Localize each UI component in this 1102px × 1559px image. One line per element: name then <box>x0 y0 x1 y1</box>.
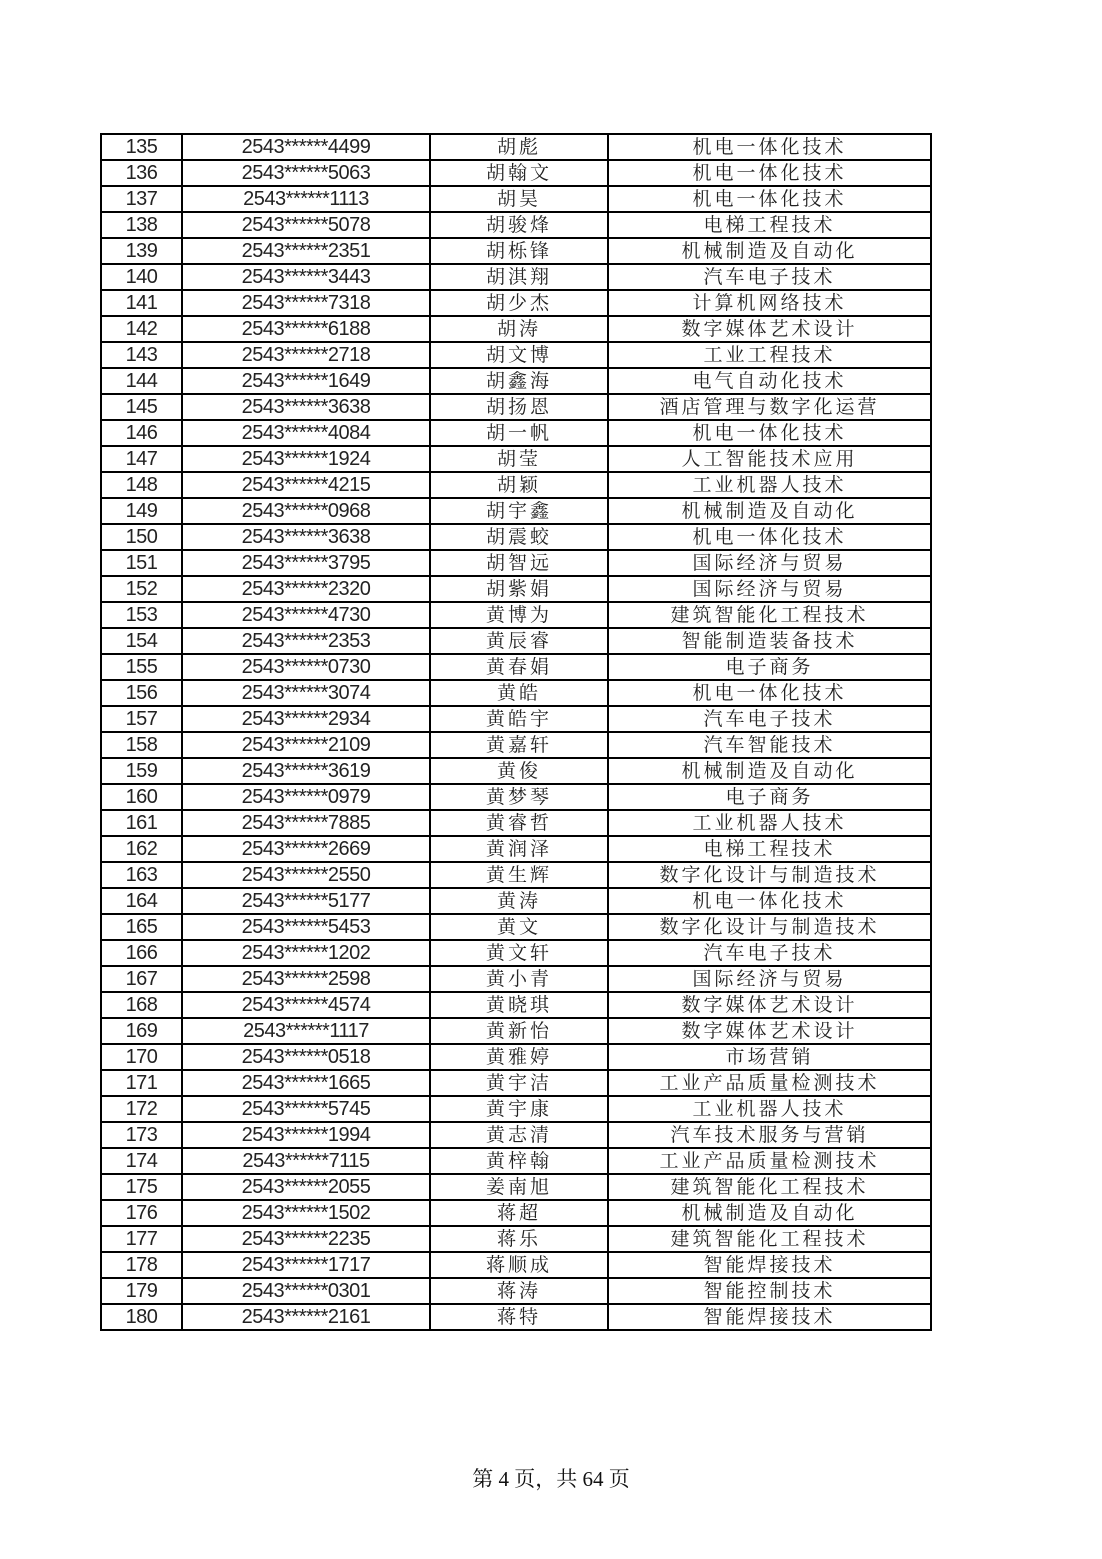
major-name: 汽车电子技术 <box>608 264 931 290</box>
major-name: 机电一体化技术 <box>608 160 931 186</box>
student-id: 2543******7885 <box>182 810 430 836</box>
row-number: 175 <box>101 1174 182 1200</box>
table-row <box>101 602 931 628</box>
student-name: 黄梓翰 <box>430 1148 608 1174</box>
row-number: 168 <box>101 992 182 1018</box>
student-id: 2543******1924 <box>182 446 430 472</box>
row-number: 139 <box>101 238 182 264</box>
student-name: 胡翰文 <box>430 160 608 186</box>
student-name: 黄文轩 <box>430 940 608 966</box>
row-number: 163 <box>101 862 182 888</box>
major-name: 工业机器人技术 <box>608 810 931 836</box>
student-name: 黄新怡 <box>430 1018 608 1044</box>
row-number: 149 <box>101 498 182 524</box>
student-name: 胡鑫海 <box>430 368 608 394</box>
table-row <box>101 1304 931 1330</box>
major-name: 电子商务 <box>608 654 931 680</box>
major-name: 市场营销 <box>608 1044 931 1070</box>
student-name: 黄雅婷 <box>430 1044 608 1070</box>
student-name: 黄小青 <box>430 966 608 992</box>
row-number: 176 <box>101 1200 182 1226</box>
row-number: 179 <box>101 1278 182 1304</box>
row-number: 173 <box>101 1122 182 1148</box>
table-row <box>101 498 931 524</box>
student-id: 2543******4084 <box>182 420 430 446</box>
row-number: 161 <box>101 810 182 836</box>
student-name: 蒋顺成 <box>430 1252 608 1278</box>
major-name: 机械制造及自动化 <box>608 498 931 524</box>
table-row <box>101 914 931 940</box>
table-row <box>101 524 931 550</box>
student-name: 胡扬恩 <box>430 394 608 420</box>
row-number: 142 <box>101 316 182 342</box>
table-row <box>101 628 931 654</box>
major-name: 机电一体化技术 <box>608 134 931 160</box>
table-row <box>101 1226 931 1252</box>
table-row <box>101 446 931 472</box>
major-name: 电梯工程技术 <box>608 212 931 238</box>
row-number: 152 <box>101 576 182 602</box>
student-name: 黄睿哲 <box>430 810 608 836</box>
row-number: 165 <box>101 914 182 940</box>
table-row <box>101 1044 931 1070</box>
major-name: 机械制造及自动化 <box>608 1200 931 1226</box>
row-number: 166 <box>101 940 182 966</box>
major-name: 数字化设计与制造技术 <box>608 862 931 888</box>
row-number: 162 <box>101 836 182 862</box>
table-row <box>101 888 931 914</box>
table-row <box>101 134 931 160</box>
student-name: 胡栎锋 <box>430 238 608 264</box>
student-id: 2543******4574 <box>182 992 430 1018</box>
row-number: 155 <box>101 654 182 680</box>
row-number: 171 <box>101 1070 182 1096</box>
row-number: 160 <box>101 784 182 810</box>
student-name: 胡彪 <box>430 134 608 160</box>
student-name: 蒋特 <box>430 1304 608 1330</box>
table-row <box>101 342 931 368</box>
major-name: 建筑智能化工程技术 <box>608 1226 931 1252</box>
row-number: 158 <box>101 732 182 758</box>
student-name: 黄涛 <box>430 888 608 914</box>
student-id: 2543******4730 <box>182 602 430 628</box>
major-name: 机电一体化技术 <box>608 888 931 914</box>
student-id: 2543******1502 <box>182 1200 430 1226</box>
table-row <box>101 1096 931 1122</box>
student-id: 2543******1202 <box>182 940 430 966</box>
row-number: 177 <box>101 1226 182 1252</box>
roster-body <box>101 134 931 1330</box>
row-number: 148 <box>101 472 182 498</box>
student-id: 2543******2351 <box>182 238 430 264</box>
student-name: 蒋涛 <box>430 1278 608 1304</box>
table-row <box>101 862 931 888</box>
table-row <box>101 810 931 836</box>
major-name: 汽车智能技术 <box>608 732 931 758</box>
student-name: 胡颖 <box>430 472 608 498</box>
major-name: 工业产品质量检测技术 <box>608 1148 931 1174</box>
major-name: 数字化设计与制造技术 <box>608 914 931 940</box>
student-name: 胡涛 <box>430 316 608 342</box>
student-name: 黄皓宇 <box>430 706 608 732</box>
student-roster-table <box>100 133 932 1331</box>
row-number: 140 <box>101 264 182 290</box>
student-name: 黄生辉 <box>430 862 608 888</box>
row-number: 169 <box>101 1018 182 1044</box>
major-name: 国际经济与贸易 <box>608 550 931 576</box>
row-number: 172 <box>101 1096 182 1122</box>
major-name: 酒店管理与数字化运营 <box>608 394 931 420</box>
row-number: 167 <box>101 966 182 992</box>
student-name: 胡紫娟 <box>430 576 608 602</box>
major-name: 机械制造及自动化 <box>608 238 931 264</box>
student-id: 2543******1994 <box>182 1122 430 1148</box>
row-number: 150 <box>101 524 182 550</box>
student-name: 姜南旭 <box>430 1174 608 1200</box>
student-id: 2543******3638 <box>182 524 430 550</box>
major-name: 汽车技术服务与营销 <box>608 1122 931 1148</box>
table-row <box>101 420 931 446</box>
row-number: 178 <box>101 1252 182 1278</box>
student-name: 黄博为 <box>430 602 608 628</box>
table-row <box>101 732 931 758</box>
table-row <box>101 368 931 394</box>
student-name: 胡宇鑫 <box>430 498 608 524</box>
table-row <box>101 836 931 862</box>
student-id: 2543******2718 <box>182 342 430 368</box>
row-number: 164 <box>101 888 182 914</box>
student-id: 2543******5063 <box>182 160 430 186</box>
major-name: 机电一体化技术 <box>608 186 931 212</box>
student-id: 2543******2934 <box>182 706 430 732</box>
student-id: 2543******0979 <box>182 784 430 810</box>
student-id: 2543******0301 <box>182 1278 430 1304</box>
row-number: 143 <box>101 342 182 368</box>
student-name: 胡智远 <box>430 550 608 576</box>
major-name: 建筑智能化工程技术 <box>608 1174 931 1200</box>
student-id: 2543******1665 <box>182 1070 430 1096</box>
row-number: 136 <box>101 160 182 186</box>
student-id: 2543******6188 <box>182 316 430 342</box>
student-id: 2543******0518 <box>182 1044 430 1070</box>
major-name: 电子商务 <box>608 784 931 810</box>
student-id: 2543******2055 <box>182 1174 430 1200</box>
major-name: 机电一体化技术 <box>608 524 931 550</box>
student-id: 2543******7318 <box>182 290 430 316</box>
major-name: 汽车电子技术 <box>608 940 931 966</box>
row-number: 147 <box>101 446 182 472</box>
student-name: 黄文 <box>430 914 608 940</box>
table-row <box>101 1278 931 1304</box>
student-name: 黄嘉轩 <box>430 732 608 758</box>
student-id: 2543******3074 <box>182 680 430 706</box>
major-name: 工业工程技术 <box>608 342 931 368</box>
table-row <box>101 706 931 732</box>
major-name: 智能制造装备技术 <box>608 628 931 654</box>
student-id: 2543******2161 <box>182 1304 430 1330</box>
student-id: 2543******5177 <box>182 888 430 914</box>
student-id: 2543******5745 <box>182 1096 430 1122</box>
student-name: 黄宇康 <box>430 1096 608 1122</box>
student-id: 2543******3795 <box>182 550 430 576</box>
student-name: 黄辰睿 <box>430 628 608 654</box>
table-row <box>101 576 931 602</box>
major-name: 机械制造及自动化 <box>608 758 931 784</box>
row-number: 137 <box>101 186 182 212</box>
student-id: 2543******2109 <box>182 732 430 758</box>
student-name: 黄润泽 <box>430 836 608 862</box>
student-name: 胡昊 <box>430 186 608 212</box>
row-number: 159 <box>101 758 182 784</box>
student-name: 胡骏烽 <box>430 212 608 238</box>
student-id: 2543******3619 <box>182 758 430 784</box>
student-id: 2543******2320 <box>182 576 430 602</box>
table-row <box>101 1070 931 1096</box>
student-name: 胡淇翔 <box>430 264 608 290</box>
table-row <box>101 940 931 966</box>
major-name: 计算机网络技术 <box>608 290 931 316</box>
student-id: 2543******7115 <box>182 1148 430 1174</box>
major-name: 工业产品质量检测技术 <box>608 1070 931 1096</box>
table-row <box>101 992 931 1018</box>
student-id: 2543******2353 <box>182 628 430 654</box>
student-id: 2543******0968 <box>182 498 430 524</box>
student-id: 2543******3443 <box>182 264 430 290</box>
student-id: 2543******2669 <box>182 836 430 862</box>
major-name: 国际经济与贸易 <box>608 576 931 602</box>
student-name: 胡莹 <box>430 446 608 472</box>
major-name: 智能焊接技术 <box>608 1304 931 1330</box>
student-id: 2543******1113 <box>182 186 430 212</box>
student-id: 2543******3638 <box>182 394 430 420</box>
major-name: 智能控制技术 <box>608 1278 931 1304</box>
student-name: 胡震蛟 <box>430 524 608 550</box>
table-row <box>101 784 931 810</box>
row-number: 180 <box>101 1304 182 1330</box>
row-number: 157 <box>101 706 182 732</box>
student-id: 2543******1649 <box>182 368 430 394</box>
table-row <box>101 290 931 316</box>
student-name: 黄皓 <box>430 680 608 706</box>
table-row <box>101 1174 931 1200</box>
student-name: 胡少杰 <box>430 290 608 316</box>
student-id: 2543******4215 <box>182 472 430 498</box>
major-name: 数字媒体艺术设计 <box>608 1018 931 1044</box>
row-number: 144 <box>101 368 182 394</box>
major-name: 工业机器人技术 <box>608 1096 931 1122</box>
table-row <box>101 1122 931 1148</box>
table-row <box>101 1200 931 1226</box>
student-id: 2543******1117 <box>182 1018 430 1044</box>
table-row <box>101 316 931 342</box>
table-row <box>101 1252 931 1278</box>
row-number: 174 <box>101 1148 182 1174</box>
major-name: 机电一体化技术 <box>608 680 931 706</box>
student-id: 2543******2598 <box>182 966 430 992</box>
table-row <box>101 680 931 706</box>
student-id: 2543******1717 <box>182 1252 430 1278</box>
table-row <box>101 966 931 992</box>
student-name: 黄俊 <box>430 758 608 784</box>
major-name: 汽车电子技术 <box>608 706 931 732</box>
major-name: 人工智能技术应用 <box>608 446 931 472</box>
student-id: 2543******5453 <box>182 914 430 940</box>
student-name: 蒋乐 <box>430 1226 608 1252</box>
student-name: 黄梦琴 <box>430 784 608 810</box>
table-row <box>101 654 931 680</box>
row-number: 170 <box>101 1044 182 1070</box>
row-number: 154 <box>101 628 182 654</box>
table-row <box>101 472 931 498</box>
student-name: 黄晓琪 <box>430 992 608 1018</box>
row-number: 146 <box>101 420 182 446</box>
student-name: 黄志清 <box>430 1122 608 1148</box>
major-name: 数字媒体艺术设计 <box>608 316 931 342</box>
major-name: 建筑智能化工程技术 <box>608 602 931 628</box>
table-row <box>101 758 931 784</box>
table-row <box>101 186 931 212</box>
row-number: 135 <box>101 134 182 160</box>
row-number: 141 <box>101 290 182 316</box>
student-id: 2543******4499 <box>182 134 430 160</box>
table-row <box>101 550 931 576</box>
student-id: 2543******2235 <box>182 1226 430 1252</box>
table-row <box>101 212 931 238</box>
major-name: 工业机器人技术 <box>608 472 931 498</box>
major-name: 机电一体化技术 <box>608 420 931 446</box>
row-number: 145 <box>101 394 182 420</box>
student-name: 蒋超 <box>430 1200 608 1226</box>
student-id: 2543******5078 <box>182 212 430 238</box>
row-number: 156 <box>101 680 182 706</box>
row-number: 138 <box>101 212 182 238</box>
table-row <box>101 1018 931 1044</box>
student-id: 2543******0730 <box>182 654 430 680</box>
major-name: 国际经济与贸易 <box>608 966 931 992</box>
page-footer: 第 4 页，共 64 页 <box>472 1467 630 1491</box>
table-row <box>101 264 931 290</box>
major-name: 电梯工程技术 <box>608 836 931 862</box>
student-id: 2543******2550 <box>182 862 430 888</box>
table-row <box>101 1148 931 1174</box>
student-name: 黄宇洁 <box>430 1070 608 1096</box>
student-name: 胡一帆 <box>430 420 608 446</box>
major-name: 数字媒体艺术设计 <box>608 992 931 1018</box>
table-row <box>101 160 931 186</box>
major-name: 电气自动化技术 <box>608 368 931 394</box>
major-name: 智能焊接技术 <box>608 1252 931 1278</box>
table-row <box>101 394 931 420</box>
student-name: 黄春娟 <box>430 654 608 680</box>
table-row <box>101 238 931 264</box>
row-number: 153 <box>101 602 182 628</box>
row-number: 151 <box>101 550 182 576</box>
student-name: 胡文博 <box>430 342 608 368</box>
